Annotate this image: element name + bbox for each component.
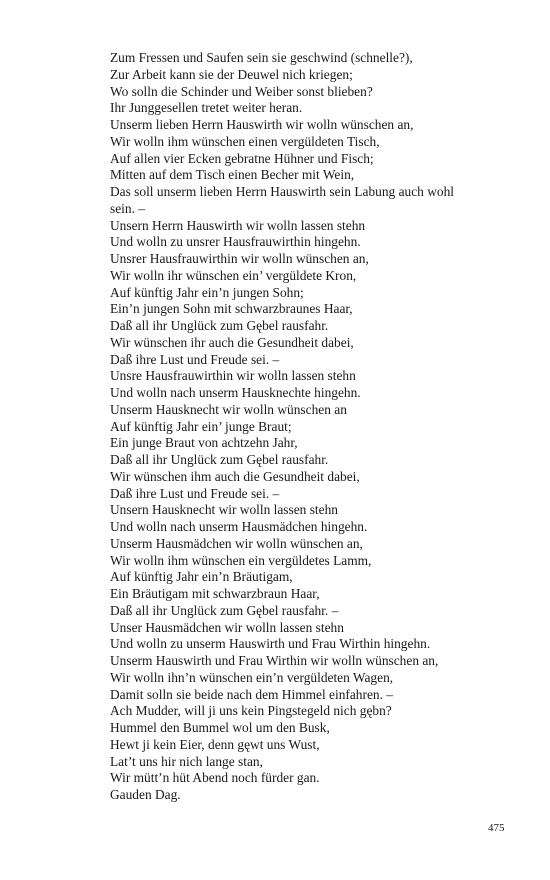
text-line: Und wolln nach unserm Hausmädchen hingehn. xyxy=(110,519,368,534)
text-line: Unserm lieben Herrn Hauswirth wir wolln wünschen an, xyxy=(110,117,414,132)
text-line: Wo solln die Schinder und Weiber sonst blieben? xyxy=(110,83,373,99)
text-line: Und wolln nach unserm Hausknechte hingehn. xyxy=(110,385,361,400)
text-line: Wir mütt’n hüt Abend noch fürder gan. xyxy=(110,770,320,786)
text-line: Unserm Hauswirth und Frau Wirthin wir wolln wünschen an, xyxy=(110,653,439,668)
text-line: Unserm Hausknecht wir wolln wünschen an xyxy=(110,401,347,417)
text-line: Zur Arbeit kann sie der Deuwel nich kriegen; xyxy=(110,66,353,82)
text-line: Das soll unserm lieben Herrn Hauswirth sein Labung auch wohl xyxy=(110,184,454,199)
text-line: Wir wünschen ihr auch die Gesundheit dabei, xyxy=(110,334,354,350)
text-line: Hewt ji kein Eier, denn gęwt uns Wust, xyxy=(110,736,320,752)
text-line: Wir wolln ihm wünschen einen vergüldeten Tisch, xyxy=(110,133,380,149)
text-line: Lat’t uns hir nich lange stan, xyxy=(110,753,263,769)
text-line: Wir wünschen ihm auch die Gesundheit dabei, xyxy=(110,468,360,484)
page-number: 475 xyxy=(488,822,505,834)
text-line: Mitten auf dem Tisch einen Becher mit Wein, xyxy=(110,167,355,183)
text-line: Ein’n jungen Sohn mit schwarzbraunes Haar, xyxy=(110,301,353,317)
text-line: Hummel den Bummel wol um den Busk, xyxy=(110,720,330,735)
text-line: Daß all ihr Unglück zum Gębel rausfahr. xyxy=(110,452,329,467)
text-line: Auf künftig Jahr ein’n jungen Sohn; xyxy=(110,284,304,300)
text-line: Daß all ihr Unglück zum Gębel rausfahr. xyxy=(110,318,329,333)
text-line: Unsre Hausfrauwirthin wir wolln lassen stehn xyxy=(110,368,356,384)
text-line: Ihr Junggesellen tretet weiter heran. xyxy=(110,100,303,116)
text-line: Gauden Dag. xyxy=(110,787,181,802)
text-line: Ein junge Braut von achtzehn Jahr, xyxy=(110,435,298,451)
text-line: Ach Mudder, will ji uns kein Pingstegeld nich gębn? xyxy=(110,703,392,719)
text-line: Und wolln zu unserm Hauswirth und Frau Wirthin hingehn. xyxy=(110,636,431,652)
text-line: Auf künftig Jahr ein’ junge Braut; xyxy=(110,418,292,434)
text-line: Zum Fressen und Saufen sein sie geschwind (schnelle?), xyxy=(110,50,413,65)
text-line: Auf allen vier Ecken gebratne Hühner und Fisch; xyxy=(110,150,374,166)
text-line: Unser Hausmädchen wir wolln lassen stehn xyxy=(110,619,344,635)
text-line: Wir wolln ihn’n wünschen ein’n vergüldeten Wagen, xyxy=(110,669,394,685)
text-line: Unsern Hausknecht wir wolln lassen stehn xyxy=(110,502,338,518)
text-line: Daß all ihr Unglück zum Gębel rausfahr. – xyxy=(110,602,339,618)
text-line: sein. – xyxy=(110,200,145,216)
poem-text xyxy=(110,50,520,804)
text-line: Damit solln sie beide nach dem Himmel einfahren. – xyxy=(110,686,393,702)
text-line: Daß ihre Lust und Freude sei. – xyxy=(110,485,280,501)
text-line: Wir wolln ihm wünschen ein vergüldetes Lamm, xyxy=(110,552,372,568)
text-line: Und wolln zu unsrer Hausfrauwirthin hingehn. xyxy=(110,234,361,250)
text-line: Unserm Hausmädchen wir wolln wünschen an, xyxy=(110,535,363,551)
text-line: Ein Bräutigam mit schwarzbraun Haar, xyxy=(110,586,320,601)
text-line: Unsern Herrn Hauswirth wir wolln lassen stehn xyxy=(110,217,366,233)
text-line: Wir wolln ihr wünschen ein’ vergüldete Kron, xyxy=(110,267,357,283)
text-line: Auf künftig Jahr ein’n Bräutigam, xyxy=(110,569,293,585)
text-line: Daß ihre Lust und Freude sei. – xyxy=(110,351,280,367)
text-line: Unsrer Hausfrauwirthin wir wolln wünschen an, xyxy=(110,251,369,266)
